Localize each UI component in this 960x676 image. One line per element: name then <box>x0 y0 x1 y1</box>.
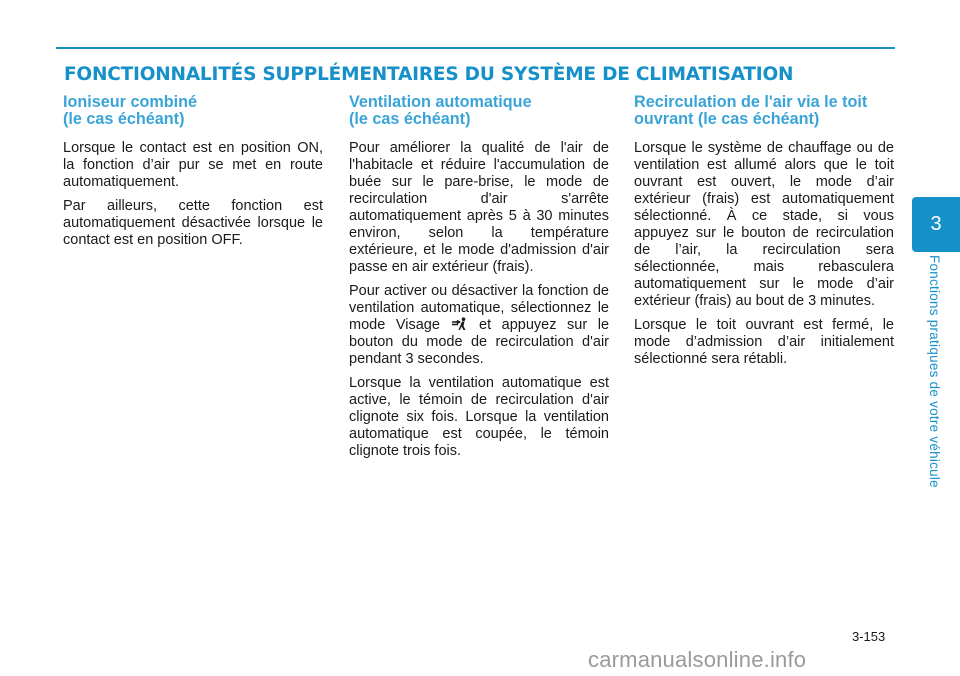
heading-line-2: ouvrant (le cas échéant) <box>634 110 820 128</box>
paragraph: Pour améliorer la qualité de l'air de l'habitacle et réduire l'accumulation de buée sur le pare-brise, le mode de recirculation d'air s'arrête automatiquement après 5 à 30 minutes environ, selon la température extérieure, et le mode d'admission d'air passe en air extérieur (frais). <box>349 140 609 275</box>
face-vent-mode-icon <box>451 317 467 331</box>
page-number: 3-153 <box>852 629 886 644</box>
chapter-side-label <box>924 255 948 501</box>
heading-line-1: Ioniseur combiné <box>63 93 198 111</box>
heading-line-1: Ventilation automatique <box>349 93 532 111</box>
section-title: FONCTIONNALITÉS SUPPLÉMENTAIRES DU SYSTÈME DE CLIMATISATION <box>64 64 794 85</box>
paragraph: Lorsque le toit ouvrant est fermé, le mode d’admission d’air initialement sélectionné sera rétabli. <box>634 317 894 367</box>
chapter-number: 3 <box>930 213 942 235</box>
paragraph-text-before-icon: Pour activer ou désactiver la fonction de ventilation automatique, sélectionnez le mode Visage <box>349 283 609 333</box>
column-heading <box>349 94 609 128</box>
heading-line-2: (le cas échéant) <box>349 110 471 128</box>
paragraph-text-after-icon: et appuyez sur le bouton du mode de recirculation d'air pendant 3 secondes. <box>349 317 610 367</box>
paragraph: Lorsque le système de chauffage ou de ventilation est allumé alors que le toit ouvrant est ouvert, le mode d’air extérieur (frais) est automatiquement sélectionné. À ce stade, si vous appuyez sur le bouton de recirculation de l’air, la recirculation sera sélectionnée, mais rebasculera automatiquement sur le mode d’air extérieur (frais) au bout de 3 minutes. <box>634 140 894 309</box>
watermark: carmanualsonline.info <box>588 647 807 672</box>
column-recirculation-toit-ouvrant <box>634 94 894 375</box>
column-ioniseur <box>63 94 323 256</box>
heading-line-1: Recirculation de l'air via le toit <box>634 93 868 111</box>
column-ventilation-automatique <box>349 94 609 467</box>
paragraph-with-icon <box>349 283 609 368</box>
paragraph: Par ailleurs, cette fonction est automatiquement désactivée lorsque le contact est en position OFF. <box>63 198 323 248</box>
top-divider <box>56 47 895 49</box>
chapter-tab <box>912 197 960 252</box>
heading-line-2: (le cas échéant) <box>63 110 185 128</box>
chapter-label: Fonctions pratiques de votre véhicule <box>927 255 942 488</box>
paragraph: Lorsque la ventilation automatique est active, le témoin de recirculation d'air clignote six fois. Lorsque la ventilation automatique est coupée, le témoin clignote trois fois. <box>349 375 609 459</box>
column-heading <box>63 94 323 128</box>
paragraph: Lorsque le contact est en position ON, la fonction d’air pur se met en route automatiquement. <box>63 140 323 190</box>
column-heading <box>634 94 894 128</box>
